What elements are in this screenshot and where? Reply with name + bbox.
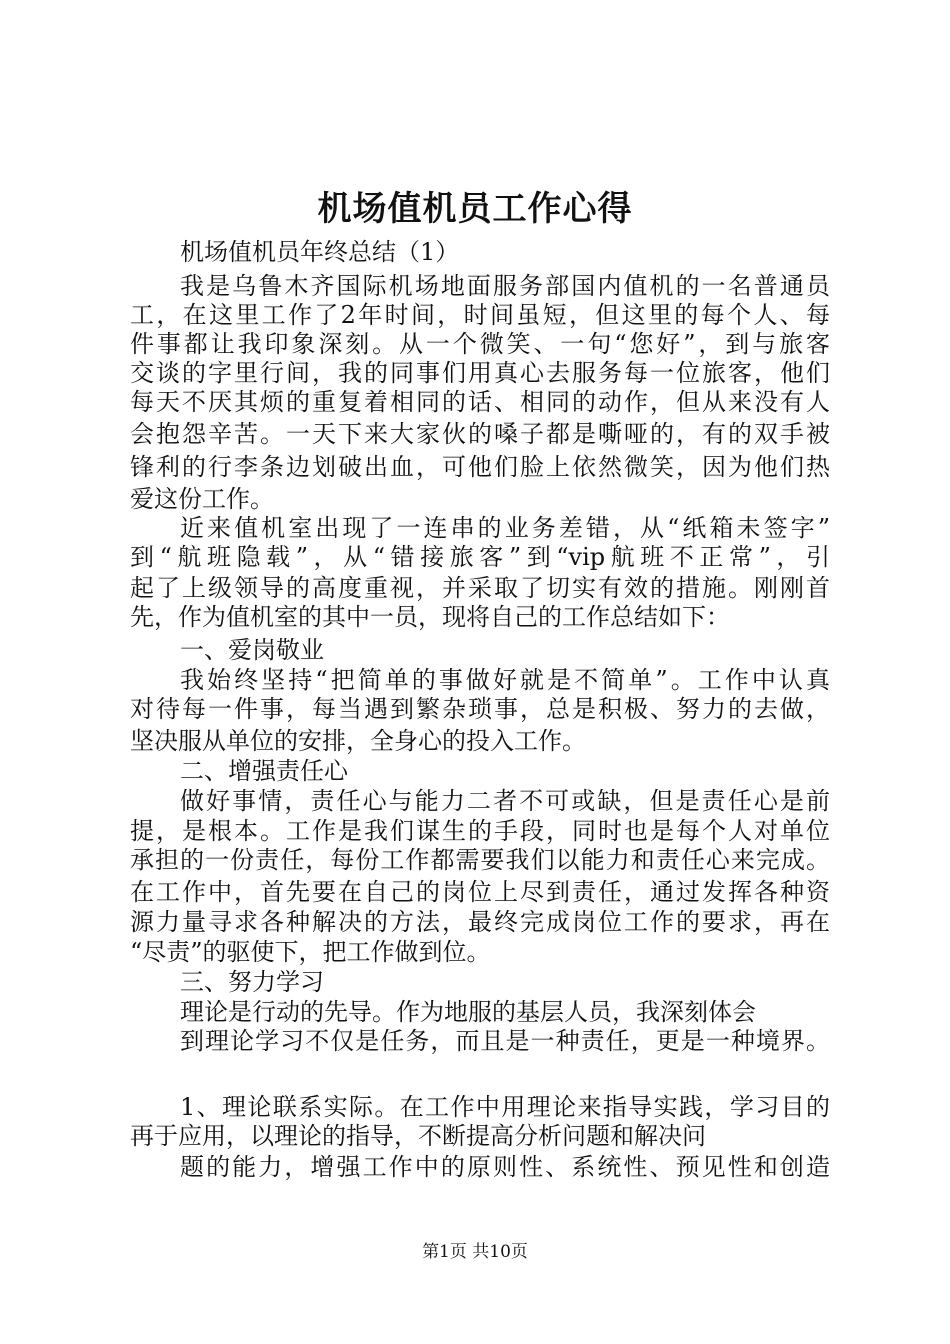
text-line: “尽责”的驱使下，把工作做到位。 [130,938,491,966]
text-line: 我是乌鲁木齐国际机场地面服务部国内值机的一名普通员 [180,272,830,300]
text-line: 在工作中，首先要在自己的岗位上尽到责任，通过发挥各种资 [130,878,830,906]
subtitle-line: 机场值机员年终总结（1） [180,238,460,266]
text-line: 每天不厌其烦的重复着相同的话、相同的动作，但从来没有人 [130,388,830,416]
text-line: 工，在这里工作了2年时间，时间虽短，但这里的每个人、每 [130,301,830,329]
text-line: 起了上级领导的高度重视，并采取了切实有效的措施。刚刚首 [130,574,830,602]
text-line: 件事都让我印象深刻。从一个微笑、一句“您好”，到与旅客 [130,330,830,358]
text-line: 理论是行动的先导。作为地服的基层人员，我深刻体会 [180,998,756,1026]
text-line: 锋利的行李条边划破出血，可他们脸上依然微笑，因为他们热 [130,453,830,481]
section-heading: 一、爱岗敬业 [180,636,324,664]
section-heading: 三、努力学习 [180,968,324,996]
text-line: 对待每一件事，每当遇到繁杂琐事，总是积极、努力的去做， [130,695,830,723]
text-line: 爱这份工作。 [130,485,274,513]
text-line: 我始终坚持“把简单的事做好就是不简单”。工作中认真 [180,666,830,694]
text-line: 提，是根本。工作是我们谋生的手段，同时也是每个人对单位 [130,817,830,845]
text-line: 近来值机室出现了一连串的业务差错，从“纸箱未签字” [180,514,830,542]
text-line: 再于应用，以理论的指导，不断提高分析问题和解决问 [130,1122,706,1150]
text-line: 承担的一份责任，每份工作都需要我们以能力和责任心来完成。 [130,846,830,874]
page-footer: 第1页 共10页 [422,1242,528,1262]
text-line: 到理论学习不仅是任务，而且是一种责任，更是一种境界。 [180,1027,830,1055]
text-line: 做好事情，责任心与能力二者不可或缺，但是责任心是前 [180,787,830,815]
text-line: 会抱怨辛苦。一天下来大家伙的嗓子都是嘶哑的，有的双手被 [130,420,830,448]
page-title: 机场值机员工作心得 [317,189,633,229]
text-line: 交谈的字里行间，我的同事们用真心去服务每一位旅客，他们 [130,359,830,387]
text-line: 题的能力，增强工作中的原则性、系统性、预见性和创造 [180,1153,830,1181]
section-heading: 二、增强责任心 [180,757,348,785]
text-line: 到“航班隐载”，从“错接旅客”到“vip航班不正常”，引 [130,543,830,571]
text-line: 源力量寻求各种解决的方法，最终完成岗位工作的要求，再在 [130,908,830,936]
text-line: 1、理论联系实际。在工作中用理论来指导实践，学习目的 [180,1093,830,1121]
text-line: 坚决服从单位的安排，全身心的投入工作。 [130,727,586,755]
text-line: 先，作为值机室的其中一员，现将自己的工作总结如下： [130,603,730,631]
